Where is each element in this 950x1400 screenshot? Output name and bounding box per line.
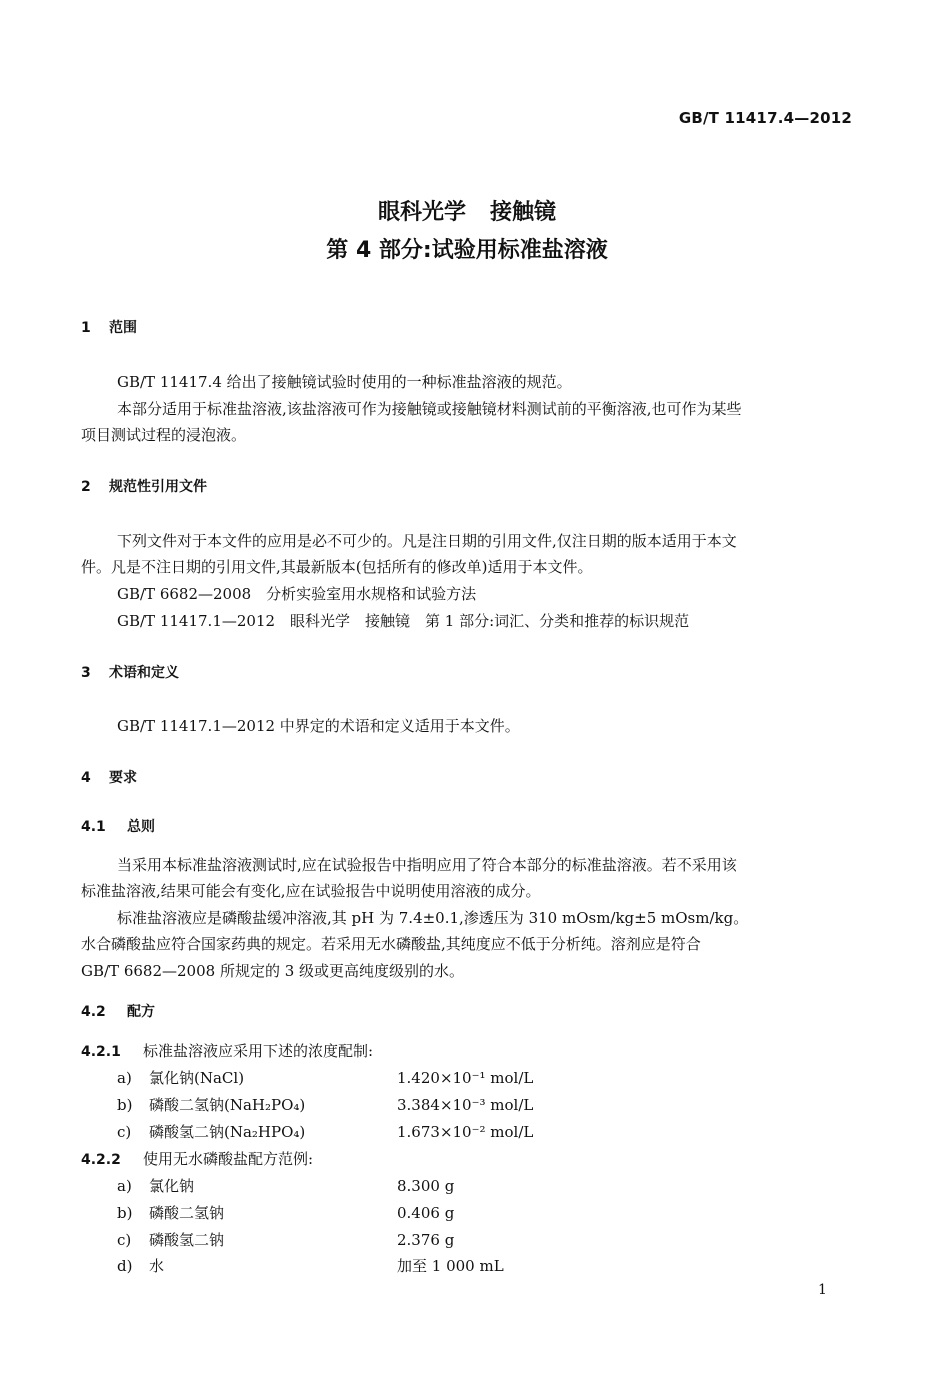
normative-reference-2: GB/T 11417.1—2012 眼科光学 接触镜 第 1 部分:词汇、分类和推荐的标识规范 — [117, 612, 690, 630]
clause-text: 使用无水磷酸盐配方范例: — [143, 1150, 314, 1168]
list-item-name: 氯化钠(NaCl) — [149, 1069, 245, 1087]
list-item-value: 加至 1 000 mL — [397, 1257, 504, 1275]
section-1-paragraph-2-line-1: 本部分适用于标准盐溶液,该盐溶液可作为接触镜或接触镜材料测试前的平衡溶液,也可作为某些 — [117, 400, 742, 418]
section-3-paragraph: GB/T 11417.1—2012 中界定的术语和定义适用于本文件。 — [117, 717, 520, 735]
section-title: 配方 — [127, 1004, 155, 1020]
clause-4-2-1 — [81, 1040, 373, 1063]
list-item — [0, 1255, 950, 1277]
list-item — [0, 1229, 950, 1251]
list-item-label: a) — [117, 1177, 132, 1195]
list-item-value: 2.376 g — [397, 1231, 455, 1249]
section-2-paragraph-line-2: 件。凡是不注日期的引用文件,其最新版本(包括所有的修改单)适用于本文件。 — [81, 558, 593, 576]
list-item-name: 磷酸氢二钠(Na₂HPO₄) — [149, 1123, 306, 1141]
section-2-paragraph-line-1: 下列文件对于本文件的应用是必不可少的。凡是注日期的引用文件,仅注日期的版本适用于本文 — [117, 532, 737, 550]
document-title-line1 — [0, 196, 934, 229]
section-title: 范围 — [109, 320, 137, 336]
section-1-paragraph-1: GB/T 11417.4 给出了接触镜试验时使用的一种标准盐溶液的规范。 — [117, 373, 572, 391]
list-item-name: 氯化钠 — [149, 1177, 195, 1195]
list-item-value: 0.406 g — [397, 1204, 455, 1222]
normative-reference-1: GB/T 6682—2008 分析实验室用水规格和试验方法 — [117, 585, 477, 603]
standard-number: GB/T 11417.4—2012 — [678, 109, 852, 127]
list-item — [0, 1175, 950, 1197]
section-4-1-paragraph-2-line-3: GB/T 6682—2008 所规定的 3 级或更高纯度级别的水。 — [81, 962, 465, 980]
section-3-heading — [81, 663, 179, 684]
list-item-name: 磷酸二氢钠(NaH₂PO₄) — [149, 1096, 306, 1114]
section-4-heading — [81, 768, 137, 789]
list-item-label: c) — [117, 1123, 132, 1141]
section-number: 4 — [81, 770, 91, 786]
list-item-label: d) — [117, 1257, 133, 1275]
clause-text: 标准盐溶液应采用下述的浓度配制: — [143, 1042, 374, 1060]
page-number: 1 — [818, 1282, 827, 1298]
title-part-a: 眼科光学 — [377, 200, 466, 225]
section-4-2-heading — [81, 1002, 155, 1023]
list-item-label: b) — [117, 1096, 133, 1114]
list-item-value: 1.420×10⁻¹ mol/L — [397, 1069, 534, 1087]
list-item-name: 磷酸氢二钠 — [149, 1231, 225, 1249]
list-item — [0, 1202, 950, 1224]
section-title: 术语和定义 — [109, 665, 179, 681]
section-number: 2 — [81, 479, 91, 495]
section-1-paragraph-2-line-2: 项目测试过程的浸泡液。 — [81, 426, 247, 444]
list-item — [0, 1121, 950, 1143]
clause-4-2-2 — [81, 1148, 313, 1171]
list-item-value: 1.673×10⁻² mol/L — [397, 1123, 534, 1141]
section-number: 3 — [81, 665, 91, 681]
list-item — [0, 1067, 950, 1089]
clause-number: 4.2.2 — [81, 1152, 121, 1168]
section-title: 要求 — [109, 770, 137, 786]
section-title: 规范性引用文件 — [109, 479, 207, 495]
section-4-1-paragraph-1-line-1: 当采用本标准盐溶液测试时,应在试验报告中指明应用了符合本部分的标准盐溶液。若不采用该 — [117, 856, 737, 874]
section-2-heading — [81, 477, 207, 498]
list-item-name: 水 — [149, 1257, 165, 1275]
section-4-1-heading — [81, 817, 155, 838]
section-4-1-paragraph-2-line-1: 标准盐溶液应是磷酸盐缓冲溶液,其 pH 为 7.4±0.1,渗透压为 310 mOsm/kg±5 mOsm/kg。 — [117, 909, 749, 927]
document-title-line2: 第 4 部分:试验用标准盐溶液 — [326, 238, 608, 263]
section-1-heading — [81, 318, 137, 339]
section-number: 4.2 — [81, 1004, 106, 1020]
title-part-b: 接触镜 — [490, 200, 557, 225]
list-item-label: b) — [117, 1204, 133, 1222]
section-number: 1 — [81, 320, 91, 336]
list-item-value: 3.384×10⁻³ mol/L — [397, 1096, 534, 1114]
list-item-label: a) — [117, 1069, 132, 1087]
section-number: 4.1 — [81, 819, 106, 835]
section-4-1-paragraph-1-line-2: 标准盐溶液,结果可能会有变化,应在试验报告中说明使用溶液的成分。 — [81, 882, 541, 900]
section-4-1-paragraph-2-line-2: 水合磷酸盐应符合国家药典的规定。若采用无水磷酸盐,其纯度应不低于分析纯。溶剂应是符合 — [81, 935, 701, 953]
clause-number: 4.2.1 — [81, 1044, 121, 1060]
list-item-label: c) — [117, 1231, 132, 1249]
section-title: 总则 — [127, 819, 155, 835]
list-item-value: 8.300 g — [397, 1177, 455, 1195]
list-item — [0, 1094, 950, 1116]
list-item-name: 磷酸二氢钠 — [149, 1204, 225, 1222]
